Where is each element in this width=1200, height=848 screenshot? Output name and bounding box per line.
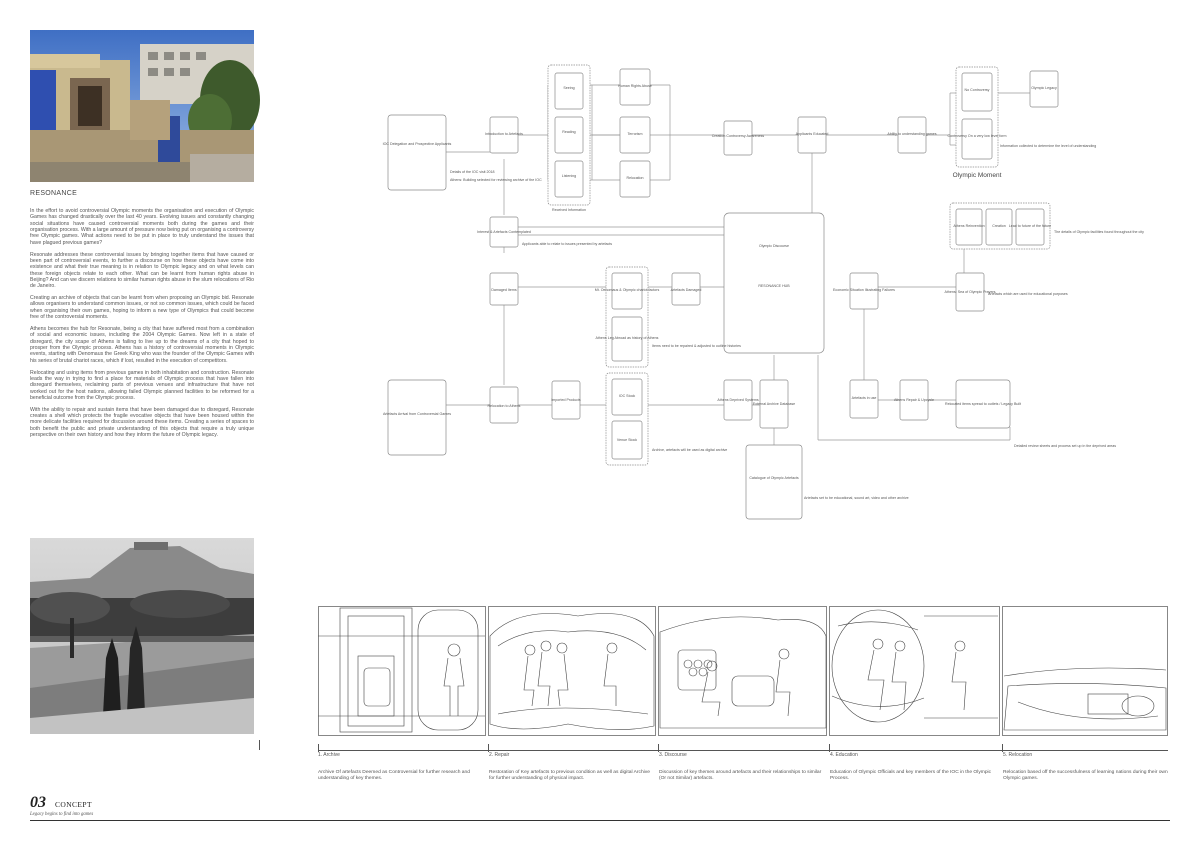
- label-introduction: Introduction to Artefacts: [485, 132, 523, 136]
- panel-desc-education: Education of Olympic Officials and key members of the IOC in the Olympic Process.: [830, 770, 992, 782]
- label-external-archive: External Archive Database: [752, 402, 796, 406]
- label-ability: Ability to understanding games: [887, 132, 937, 136]
- label-athens-legacy: Athens Leg Abroad as history of Athens: [595, 336, 659, 340]
- box-catalogue: [746, 445, 802, 519]
- strip-timeline: [318, 750, 1168, 751]
- small-divider: [259, 740, 260, 750]
- panel-label-relocation: 5. Relocation: [1003, 752, 1033, 758]
- note: Items need to be repaired & adjusted to outline histories: [652, 344, 741, 348]
- paragraph: With the ability to repair and sustain items that have been damaged due to disregard, Resonate creates a shell which protects the fragile evocative objects that have been housed within the more delicate facilities required for discussion around these items. Creating a series of spaces to both benefit the public and private understanding of this objects that require a truly unique perspective on their own history and how they inform the future of Olympic legacy.: [30, 406, 254, 439]
- note: Details of the IOC visit 2018: [450, 170, 495, 174]
- label-terrorism: Terrorism: [627, 132, 643, 136]
- timeline-tick: [488, 744, 489, 752]
- box-no-controversy: [962, 73, 992, 111]
- label-applicants-educated: Applicants Educated: [795, 132, 829, 136]
- box-controversy: [962, 119, 992, 159]
- label-human-rights: Human Rights Abuse: [618, 84, 652, 88]
- education-sketch: [832, 610, 998, 722]
- page-number: 03: [30, 794, 46, 811]
- panel-desc-discourse: Discussion of key themes around artefacts and their relationships to similar (Or not Similar) artefacts.: [659, 770, 822, 782]
- section-heading: RESONANCE: [30, 190, 78, 197]
- label-athens-repair: Athens Repair & Upcycle: [894, 398, 934, 402]
- label-no-controversy: No Controversy: [964, 88, 990, 92]
- label-resonance-hub: RESONANCE HUB: [758, 284, 790, 288]
- label-creation: Creation: [992, 224, 1006, 228]
- athens-house-photo: [30, 30, 254, 182]
- label-ioc-1: IOC Delegation and Prospective Applicants: [382, 142, 452, 146]
- page-title: CONCEPT: [55, 800, 92, 809]
- relocation-sketch: [1004, 668, 1166, 730]
- note: Artefacts which are used for educational purposes: [988, 292, 1068, 296]
- label-economic-situation: Economic Situation Illustrating Failures: [833, 288, 895, 292]
- box-seeing: [555, 73, 583, 109]
- note: Artefacts set to be educational, sound art, video and other archive: [804, 496, 909, 500]
- timeline-tick: [658, 744, 659, 752]
- timeline-tick: [829, 744, 830, 752]
- label-damaged-artefacts: Artefacts Damaged: [670, 288, 702, 292]
- label-seeing: Seeing: [563, 86, 575, 90]
- note: Athens: Building selected for reviewing archive of the IOC: [450, 178, 542, 182]
- label-olympic-discourse: Olympic Discourse: [759, 244, 789, 248]
- note: Applicants able to relate to issues presented by artefacts: [522, 242, 613, 246]
- box-listening: [555, 161, 583, 197]
- label-olympic-legacy: Olympic Legacy: [1031, 86, 1057, 90]
- discourse-sketch: [660, 617, 826, 728]
- resonance-flow-diagram: [380, 55, 1144, 525]
- footer-rule: [30, 820, 1170, 821]
- panel-label-archive: 1. Archive: [318, 752, 340, 758]
- box-reading: [555, 117, 583, 153]
- note: Information collected to determine the level of understanding: [1000, 144, 1097, 148]
- label-relocation: Relocation: [626, 176, 644, 180]
- box-artefacts-arrival: [388, 380, 446, 455]
- timeline-tick: [318, 744, 319, 752]
- panel-label-education: 4. Education: [830, 752, 858, 758]
- acropolis-view-photo: [30, 538, 254, 734]
- label-relocation-items: Relocated items spread to outlets / Legacy Built: [945, 402, 1021, 406]
- label-imported-products: Imported Products: [551, 398, 581, 402]
- label-venue-stock: Venue Stock: [616, 438, 638, 442]
- page-subtitle: Legacy begins to find into games: [30, 812, 94, 817]
- label-athens-reinvention: Athens Reinvention: [953, 224, 985, 228]
- label-listening: Listening: [561, 174, 577, 178]
- box-ioc-delegation: [388, 115, 446, 190]
- label-athens-deprived: Athens Deprived Systems: [717, 398, 759, 402]
- section-drawing-strip: [318, 606, 1168, 736]
- panel-discourse-frame: [659, 607, 827, 736]
- paragraph: Resonate addresses these controversial issues by bringing together items that have caused or been part of controversial events, to further a discourse on how these objects have come into existence and what their true meaning is in relation to Olympic legacy and on what levels can these foreign objects relate to each other. What can be learnt from human rights abuse in Beijing? And can we discern relations to similar human rights abuse in the slum relocations of Rio de Janeiro.: [30, 251, 254, 290]
- panel-label-discourse: 3. Discourse: [659, 752, 687, 758]
- label-olympic-moment: Olympic Moment: [952, 172, 1002, 179]
- label-catalogue: Catalogue of Olympic Artefacts: [749, 476, 799, 480]
- label-reading: Reading: [562, 130, 576, 134]
- label-athens-sea: Athens: Sea of Olympic Prayers: [944, 290, 996, 294]
- label-ioc-stock: IOC Stock: [618, 394, 636, 398]
- label-creation-discourse: Creation Controversy Awareness: [711, 134, 765, 138]
- label-artefacts-used: Artefacts in use: [851, 396, 877, 400]
- panel-repair-frame: [489, 607, 656, 736]
- label-controversy: Controversy On a very low level form: [947, 134, 1007, 138]
- repair-sketch: [490, 614, 654, 730]
- box-resonance-hub: [724, 213, 824, 353]
- panel-desc-archive: Archive Of artefacts Deemed as Controversial for further research and understanding of key themes.: [318, 770, 470, 782]
- note: Detailed review sheets and process set up in the deprived areas: [1014, 444, 1117, 448]
- box-creation-discourse: [724, 121, 752, 155]
- paragraph: In the effort to avoid controversial Olympic moments the organisation and execution of Olympic Games has changed drastically over the last 40 years. Evolving issues and constantly changing social situations have caused controversial moments both during the games and their organisation process. With a large amount of pressure now being put on organising a controversy free Olympic games. What actions need to be put in place to truly understand the issues that have plagued previous games?: [30, 208, 254, 246]
- panel-relocation-frame: [1003, 607, 1168, 736]
- paragraph: Creating an archive of objects that can be learnt from when proposing an Olympic bid. Resonate allows organisers to understand common issues, or not so common issues, which could be faced when organising their own games, hoping to inform a new type of Olympics that could become free of the controversial moments.: [30, 295, 254, 321]
- label-artefacts-arrival: Artefacts Arrival from Controversial Games: [382, 412, 452, 416]
- note: Archive, artefacts will be used as digital archive: [652, 448, 728, 452]
- label-lead-to-future: Lead to future of the future: [1008, 224, 1052, 228]
- label-received-info: Received Information: [552, 208, 586, 212]
- label-oenomaus: Mt. Oenomaus & Olympic chariot factors: [594, 288, 660, 292]
- panel-education-frame: [830, 607, 1000, 736]
- panel-desc-repair: Restoration of Key artefacts to previous condition as well as digital Archive for further understanding of physical impact.: [489, 770, 650, 782]
- label-damaged-items: Damaged Items: [491, 288, 517, 292]
- panel-label-repair: 2. Repair: [489, 752, 510, 758]
- timeline-tick: [1002, 744, 1003, 752]
- archive-sketch: [318, 608, 485, 732]
- panel-desc-relocation: Relocation based off the successfulness of learning nations during their own Olympic games.: [1003, 770, 1168, 782]
- concept-text: [30, 208, 254, 444]
- note: The details of Olympic facilities found throughout the city: [1054, 230, 1144, 234]
- label-relocation-to-athens: Relocation to Athens: [487, 404, 521, 408]
- label-interest: Interest & Artefacts Contemplated: [477, 230, 531, 234]
- paragraph: Athens becomes the hub for Resonate, being a city that have suffered most from a combination of social and economic issues, including the 2004 Olympic Games. Now left in a state of disregard, the city scape of Athens is failing to live up to the dreams of a city that hoped to prosper from the Olympic process. Athens has a history of controversial moments in Olympic events, starting with Oenomaus the Greek King who was the founder of the Olympic Games with his series of brutal chariot races, which if lost, resulted in the execution of competitors.: [30, 326, 254, 364]
- paragraph: Relocating and using items from previous games in both inhabitation and construction. Resonate leads the way in trying to find a place for materials of Olympic process that have fallen into disregard themselves, reclaiming parts of previous venues and infrastructure that have not worked out for the host nations, allowing failed Olympic planned facilities to be reformed for a beneficial outcome from the Olympic process.: [30, 369, 254, 401]
